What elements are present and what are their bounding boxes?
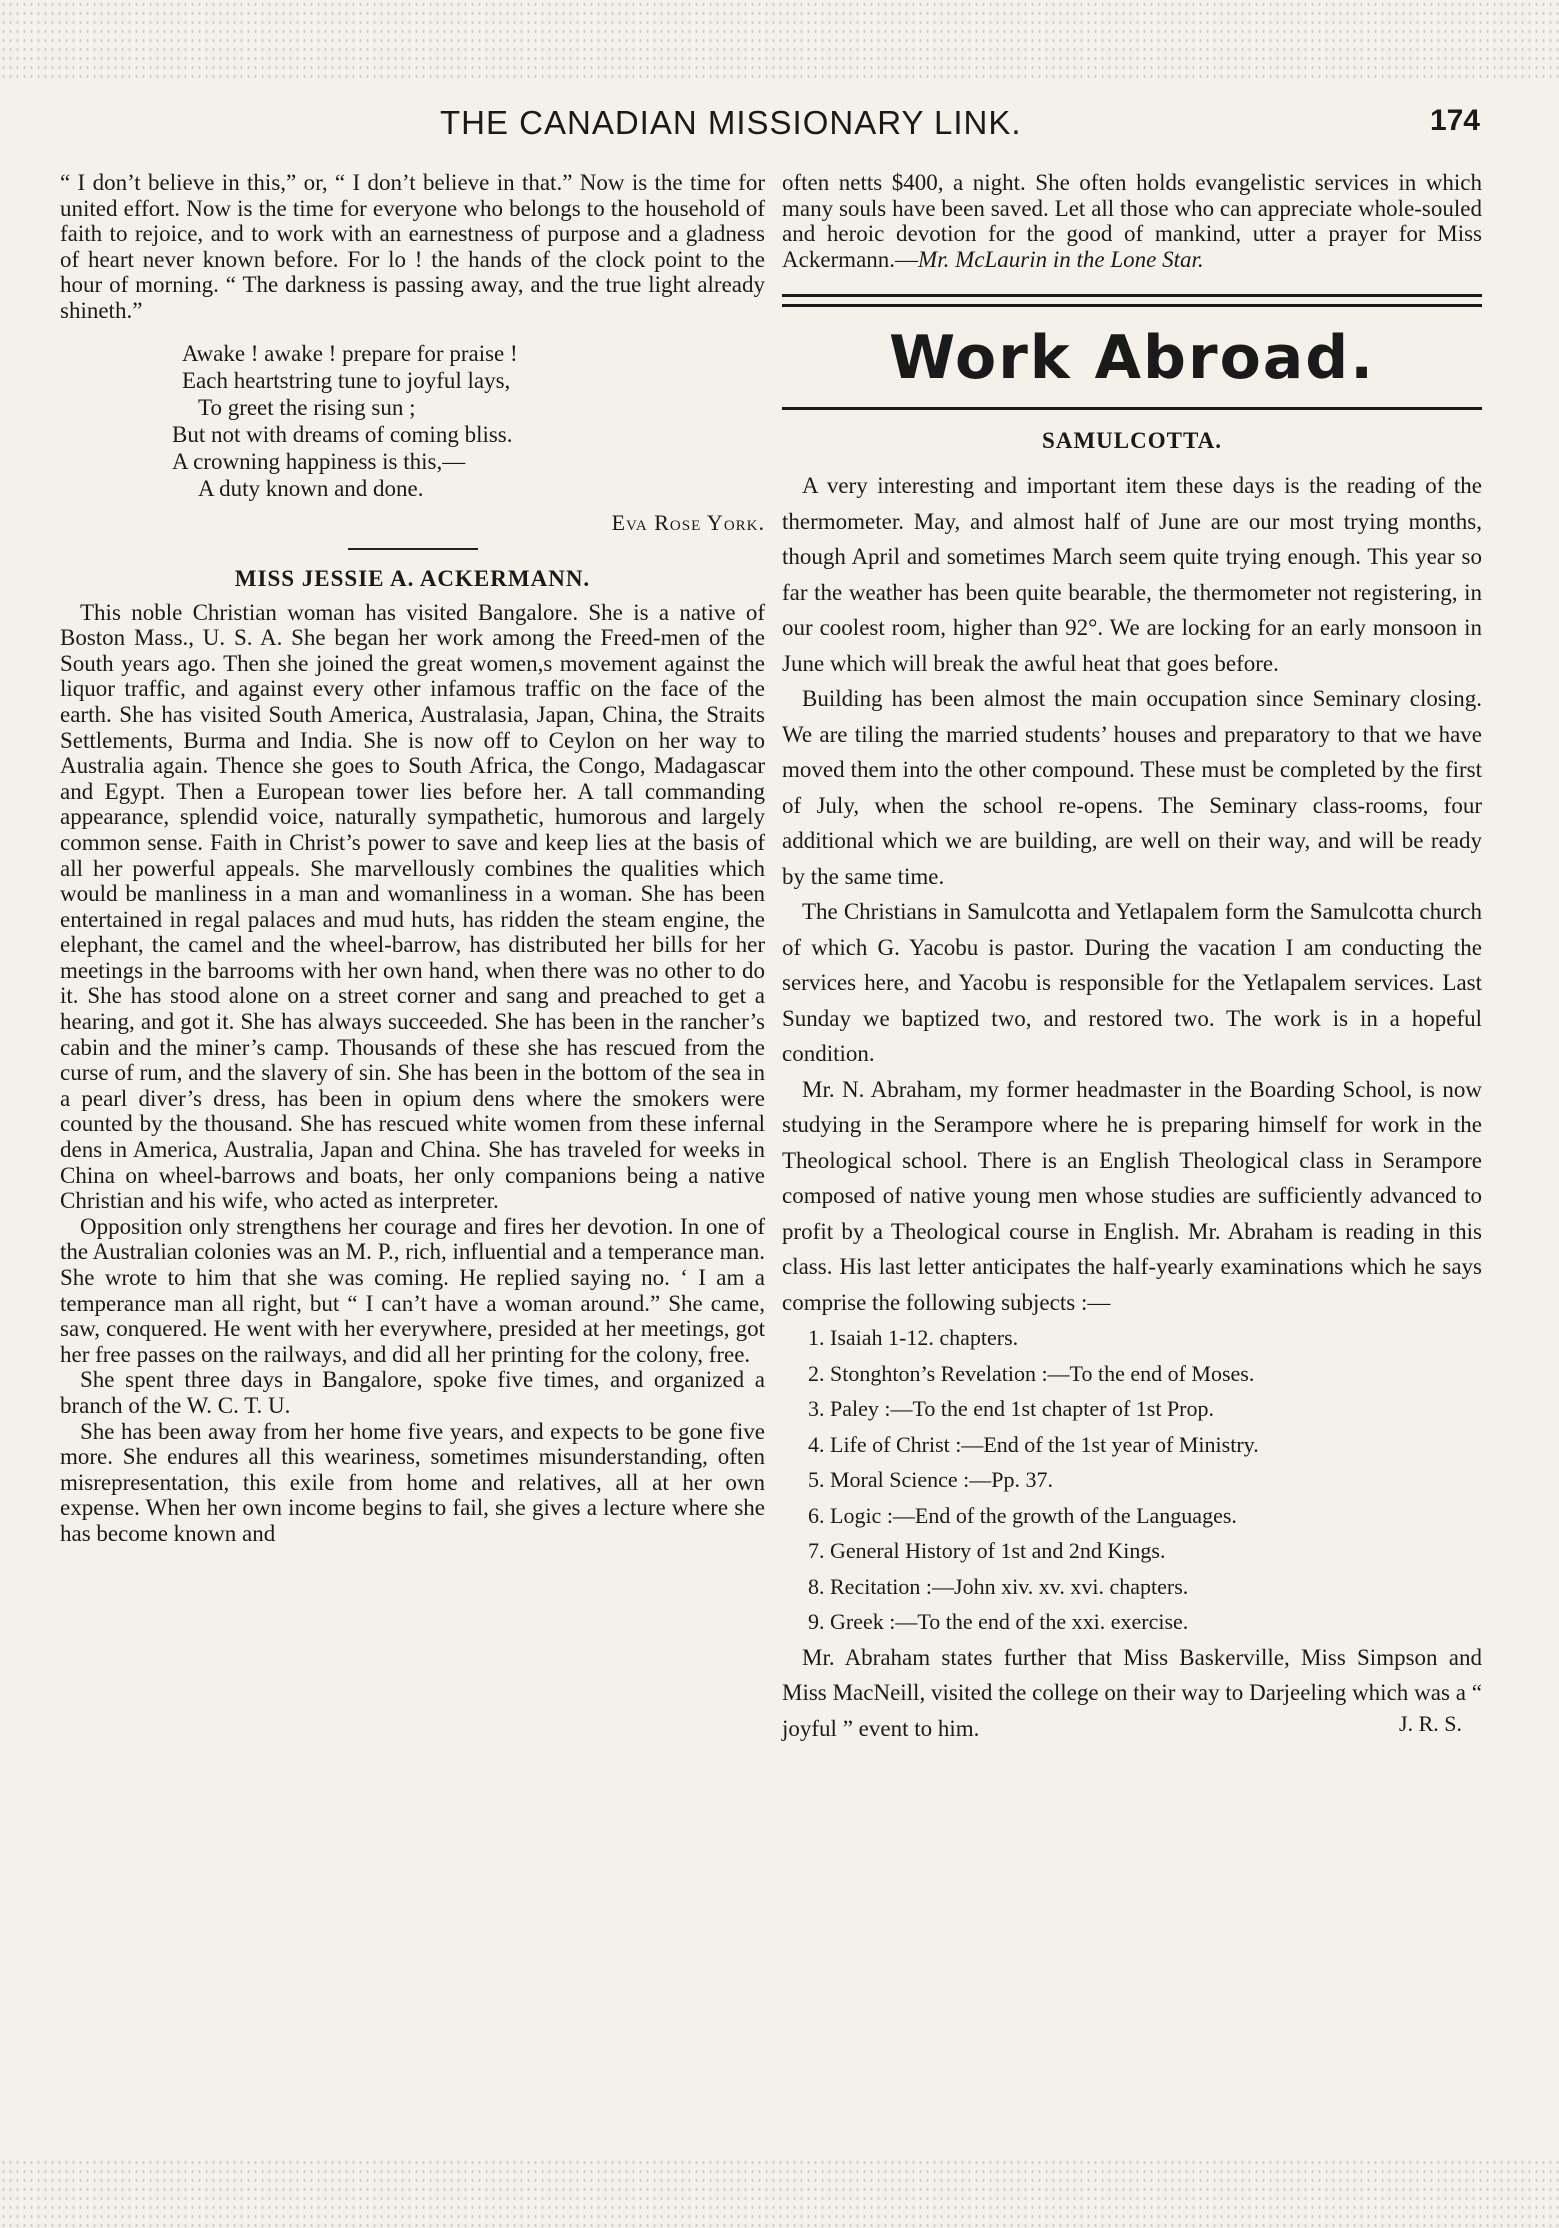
article-paragraph: She has been away from her home five years, and expects to be gone five more. She endures all this weariness, sometimes misunderstanding, often misrepresentation, this exile from home and relatives, all at her own expense. When her own income begins to fail, she gives a lecture where she has become known and [60, 1418, 765, 1546]
poem-line: Each heartstring tune to joyful lays, [182, 367, 511, 393]
list-item: 4. Life of Christ :—End of the 1st year of Ministry. [808, 1431, 1259, 1457]
section-banner: Work Abroad. [888, 323, 1376, 394]
page-header [60, 104, 1480, 154]
list-item: 6. Logic :—End of the growth of the Languages. [808, 1502, 1237, 1528]
poem-line: To greet the rising sun ; [198, 394, 416, 420]
list-item: 2. Stonghton’s Revelation :—To the end of Moses. [808, 1360, 1255, 1386]
list-item: 1. Isaiah 1-12. chapters. [808, 1325, 1019, 1351]
list-item: 5. Moral Science :—Pp. 37. [808, 1467, 1054, 1493]
article-paragraph: This noble Christian woman has visited Bangalore. She is a native of Boston Mass., U. S. A. She began her work among the Freed-men of the South years ago. Then she joined the great women,s movement against the liquor traffic, and against every other infamous traffic on the face of the earth. She has visited South America, Australasia, Japan, China, the Straits Settlements, Burma and India. She is now off to Ceylon on her way to Australia again. Thence she goes to South Africa, the Congo, Madagascar and Egypt. Then a European tower lies before her. A tall commanding appearance, splendid voice, naturally sympathetic, humorous and largely common sense. Faith in Christ’s power to save and keep lies at the basis of all her powerful appeals. She marvellously combines the qualities which would be manliness in a man and womanliness in a woman. She has been entertained in regal palaces and mud huts, has ridden the steam engine, the elephant, the camel and the wheel-barrow, has distributed her bills for her meetings in the barrooms with her own hand, when there was no other to do it. She has stood alone on a street corner and sang and preached to get a hearing, and got it. She has always succeeded. She has been in the rancher’s cabin and the miner’s camp. Thousands of these she has rescued from the curse of rum, and the slavery of sin. She has been in the bottom of the sea in a pearl diver’s dress, has been in opium dens where the smokers were counted by the thousand. She has rescued white women from these infernal dens in America, Australia, Japan and China. She has traveled for weeks in China on wheel-barrows and boats, her only companions being a native Christian and his wife, who acted as interpreter. [60, 599, 765, 1214]
article-paragraph: The Christians in Samulcotta and Yetlapalem form the Samulcotta church of which G. Yacobu is pastor. During the vacation I am conducting the services here, and Yacobu is responsible for the Yetlapalem services. Last Sunday we baptized two, and restored two. The work is in a hopeful condition. [782, 899, 1482, 1067]
poem [172, 340, 765, 502]
page-number: 174 [1429, 104, 1480, 137]
print-speckle-bottom [0, 2158, 1559, 2228]
poem-line: Awake ! awake ! prepare for praise ! [182, 340, 518, 366]
right-column [782, 170, 1482, 1741]
signature: J. R. S. [1399, 1711, 1462, 1737]
article-paragraph: She spent three days in Bangalore, spoke five times, and organized a branch of the W. C. T. U. [60, 1367, 765, 1418]
article-paragraph: Building has been almost the main occupation since Seminary closing. We are tiling the married students’ houses and preparatory to that we have moved them into the other compound. These must be completed by the first of July, when the school re-opens. The Seminary class-rooms, four additional which we are building, are well on their way, and will be ready by the same time. [782, 686, 1482, 889]
poem-line: A crowning happiness is this,— [172, 448, 466, 474]
article-paragraph: Opposition only strengthens her courage and fires her devotion. In one of the Australian colonies was an M. P., rich, influential and a temperance man. She wrote to him that she was coming. He replied saying no. ‘ I am a temperance man all right, but “ I can’t have a woman around.” She came, saw, conquered. He went with her everywhere, presided at her meetings, got her free passes on the railways, and did all her printing for the colony, free. [60, 1213, 765, 1367]
intro-paragraph: “ I don’t believe in this,” or, “ I don’t believe in that.” Now is the time for united effort. Now is the time for everyone who belongs to the household of faith to rejoice, and to work with an earnestness of purpose and a gladness of heart never known before. For lo ! the hands of the clock point to the hour of morning. “ The darkness is passing away, and the true light already shineth.” [60, 170, 765, 323]
samulcotta-article [782, 468, 1482, 1741]
closing-paragraph: Mr. Abraham states further that Miss Baskerville, Miss Simpson and Miss MacNeill, visited the college on their way to Darjeeling which was a “ joyful ” event to him. [782, 1644, 1482, 1741]
poem-line: A duty known and done. [198, 475, 424, 501]
attribution: Mr. McLaurin in the Lone Star. [918, 246, 1204, 272]
print-speckle-top [0, 0, 1559, 80]
article-paragraph: Mr. N. Abraham, my former headmaster in the Boarding School, is now studying in the Serampore where he is preparing himself for work in the Theological school. There is an English Theological class in Serampore composed of native young men whose studies are sufficiently advanced to profit by a Theological course in English. Mr. Abraham is reading in this class. His last letter anticipates the half-yearly examinations which he says comprise the following subjects :— [782, 1076, 1482, 1315]
article-title: MISS JESSIE A. ACKERMANN. [234, 565, 591, 591]
section-title: SAMULCOTTA. [1042, 428, 1222, 454]
list-item: 7. General History of 1st and 2nd Kings. [808, 1538, 1166, 1564]
poem-line: But not with dreams of coming bliss. [172, 421, 513, 447]
list-item: 9. Greek :—To the end of the xxi. exercise. [808, 1609, 1189, 1635]
list-item: 3. Paley :—To the end 1st chapter of 1st Prop. [808, 1396, 1215, 1422]
left-column [60, 170, 765, 1547]
subjects-list [782, 1320, 1482, 1640]
list-item: 8. Recitation :—John xiv. xv. xvi. chapters. [808, 1573, 1189, 1599]
divider [348, 548, 478, 550]
continued-article [782, 170, 1482, 272]
continued-text: often netts $400, a night. She often holds evangelistic services in which many souls have been saved. Let all those who can appreciate whole-souled and heroic devotion for the good of mankind, utter a prayer for Miss Ackermann.— [782, 170, 1482, 272]
double-divider [782, 294, 1482, 307]
poem-author: Eva Rose York. [611, 509, 765, 535]
article-paragraph: A very interesting and important item these days is the reading of the thermometer. May, and almost half of June are our most trying months, though April and sometimes March seem quite trying enough. This year so far the weather has been quite bearable, the thermometer not registering, in our coolest room, higher than 92°. We are locking for an early monsoon in June which will break the awful heat that goes before. [782, 473, 1482, 676]
banner-divider [782, 407, 1482, 410]
continued-paragraph [782, 170, 1482, 272]
publication-title: THE CANADIAN MISSIONARY LINK. [440, 104, 1022, 141]
